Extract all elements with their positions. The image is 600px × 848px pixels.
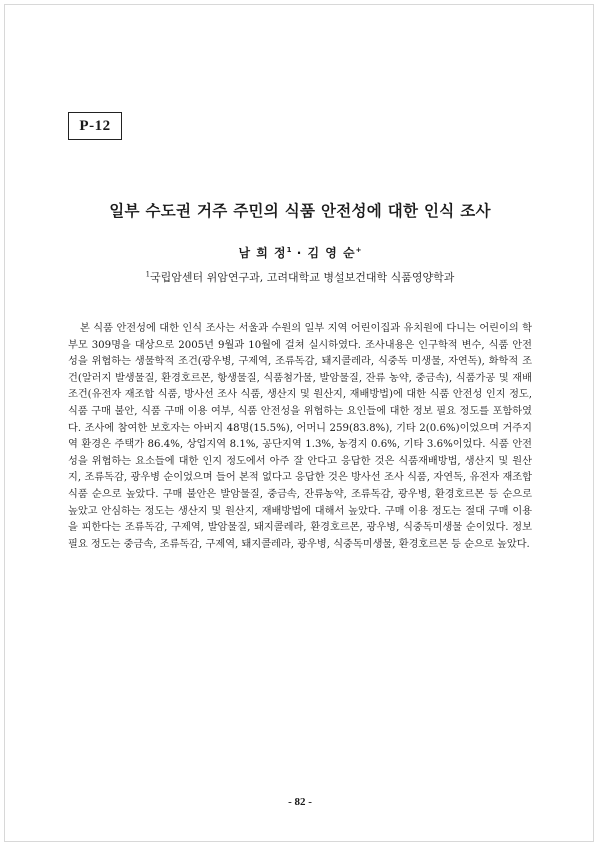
paper-title: 일부 수도권 거주 주민의 식품 안전성에 대한 인식 조사 [109, 202, 491, 220]
author-separator: · [291, 246, 308, 260]
poster-code-box [68, 112, 122, 140]
author-line [0, 244, 600, 261]
page-number: - 82 - [288, 796, 312, 808]
abstract-body: 본 식품 안전성에 대한 인식 조사는 서울과 수원의 일부 지역 어린이집과 유치원에 다니는 어린이의 학부모 309명을 대상으로 2005년 9월과 10월에 걸쳐 실시하였다. 조사내용은 인구학적 변수, 식품 안전성을 위협하는 생물학적 조건(광우병, 구제역, 조류독감, 돼지콜레라, 식중독 미생물, 자연독), 화학적 조건(알러지 발생물질, 환경호르몬, 항생물질, 식품첨가물, 발암물질, 잔류 농약, 중금속), 식품가공 및 재배조건(유전자 재조합 식품, 방사선 조사 식품, 생산지 및 원산지, 재배방법)에 대한 식품 안전성 인지 정도, 식품 구매 불안, 식품 구매 이용 여부, 식품 안전성을 위협하는 요인들에 대한 정보 필요 정도를 포함하였다. 조사에 참여한 보호자는 아버지 48명(15.5%), 어머니 259(83.8%), 기타 2(0.6%)이었으며 거주지역 환경은 주택가 86.4%, 상업지역 8.1%, 공단지역 1.3%, 농경지 0.6%, 기타 3.6%이었다. 식품 안전성을 위협하는 요소들에 대한 인지 정도에서 아주 잘 안다고 응답한 것은 식품재배방법, 생산지 및 원산지, 조류독감, 광우병 순이었으며 들어 본적 없다고 응답한 것은 방사선 조사 식품, 자연독, 유전자 재조합 식품 순으로 높았다. 구매 불안은 발암물질, 중금속, 잔류농약, 조류독감, 광우병, 환경호르몬 등 순으로 높았고 안심하는 정도는 생산지 및 원산지, 재배방법에 대해서 높았다. 구매 이용 정도는 절대 구매 이용을 피한다는 조류독감, 구제역, 발암물질, 돼지콜레라, 환경호르몬, 광우병, 식중독미생물 순이었다. 정보 필요 정도는 중금속, 조류독감, 구제역, 돼지콜레라, 광우병, 식중독미생물, 환경호르몬 등 순으로 높았다. [68, 323, 532, 550]
author-name: 김 영 순 [307, 246, 356, 260]
affiliation-line [0, 269, 600, 285]
corresponding-mark: + [355, 246, 362, 254]
affiliation-text: 국립암센터 위암연구과, 고려대학교 병설보건대학 식품영양학과 [150, 271, 455, 284]
poster-code: P-12 [79, 117, 111, 134]
affiliation-mark: 1 [145, 270, 151, 279]
author-name: 남 희 정 [238, 246, 287, 260]
affiliation-mark: 1 [286, 246, 292, 254]
